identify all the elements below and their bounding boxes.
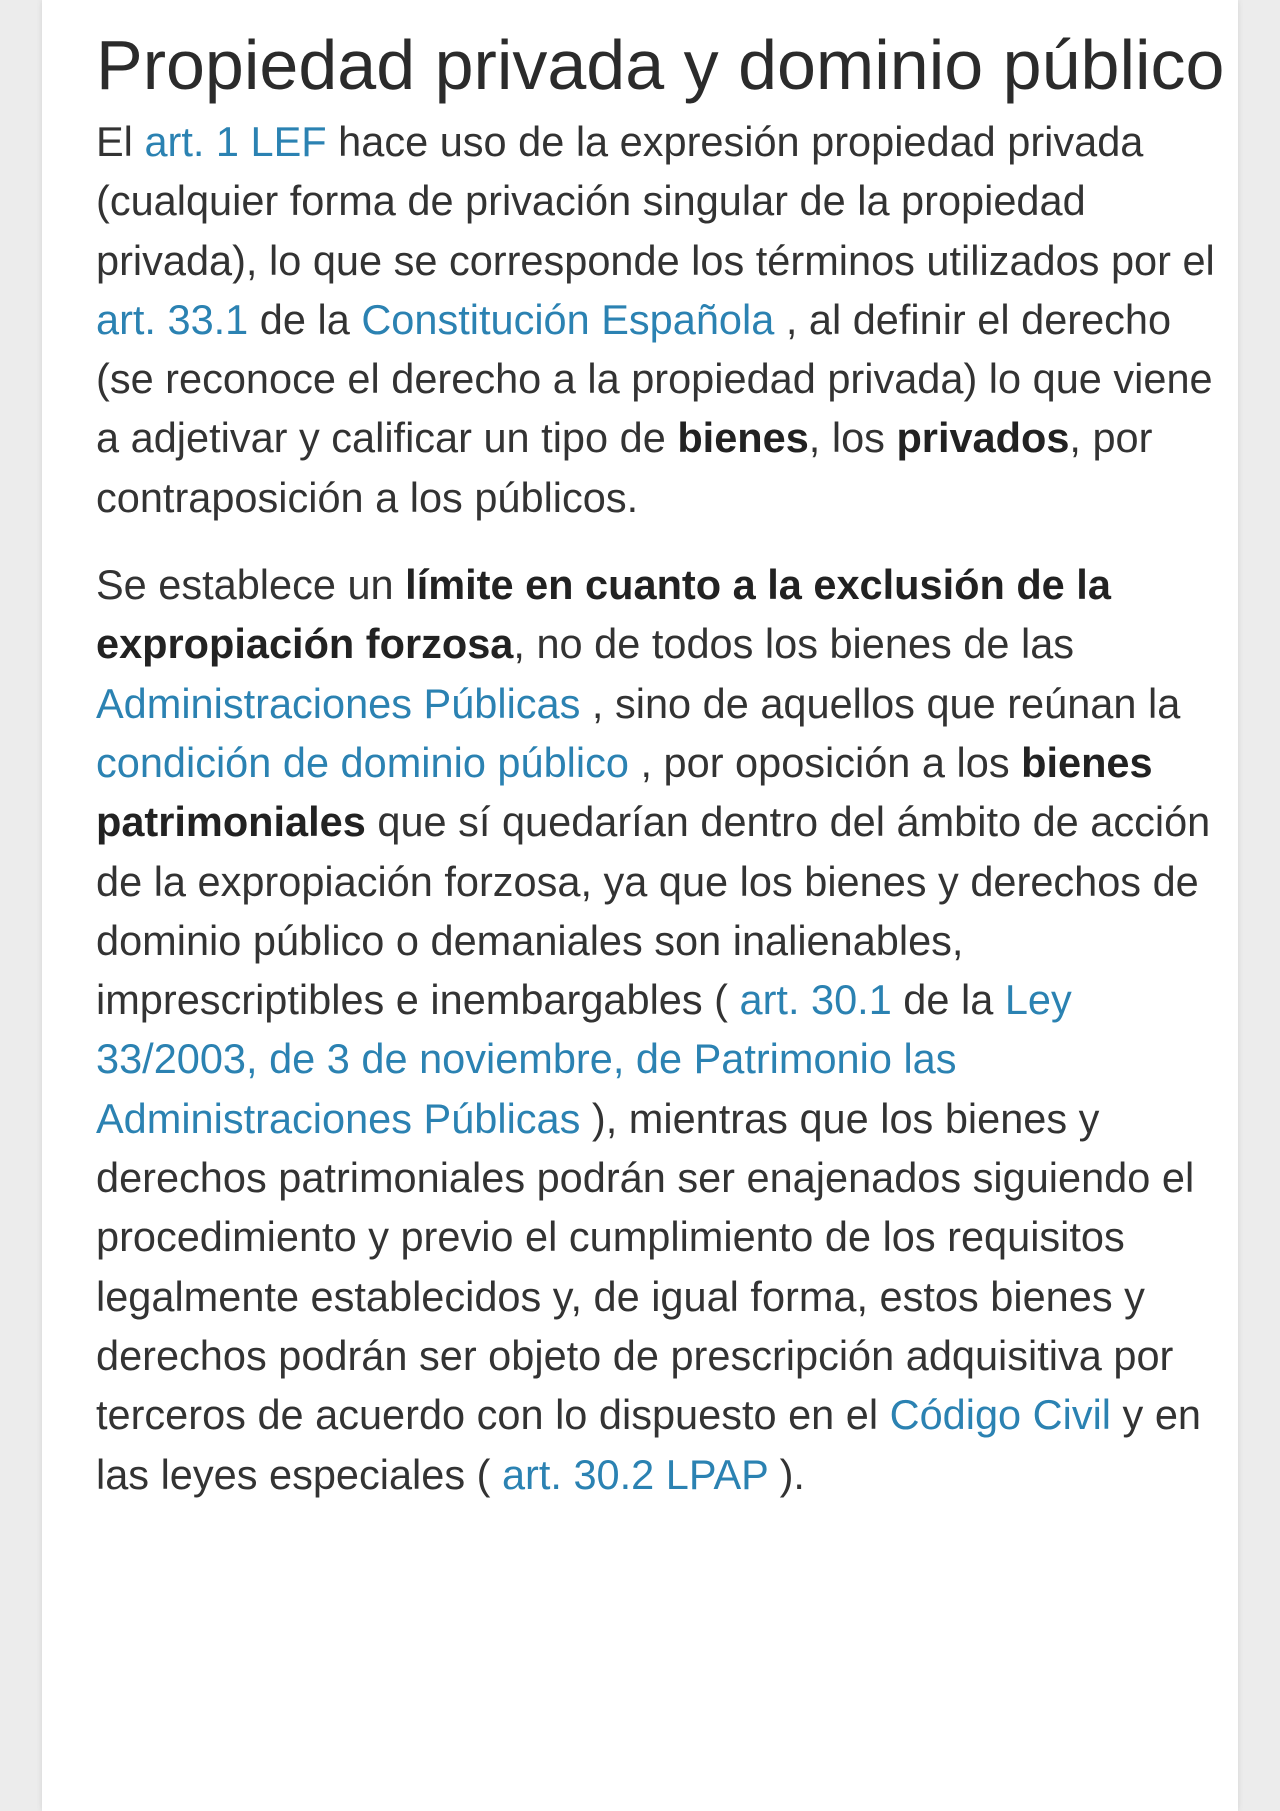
link-art-1-lef[interactable]: art. 1 LEF (144, 118, 327, 165)
text-run: ). (768, 1450, 805, 1498)
text-run: , por contraposición a los públicos. (96, 414, 1153, 521)
link-ley-33-2003[interactable]: Ley 33/2003, de 3 de noviembre, de Patrimonio las Administraciones Públicas (96, 976, 1072, 1142)
link-art-30-1[interactable]: art. 30.1 (739, 976, 892, 1024)
text-run: hace uso de la expresión propiedad privada (cualquier forma de privación singular de la propiedad privada), lo que se corresponde los términos utilizados por el (96, 118, 1215, 284)
text-run: que sí quedarían dentro del ámbito de acción de la expropiación forzosa, ya que los bienes y derechos de dominio público o demaniales son inalienables, imprescriptibles e inembargables ( (96, 798, 1211, 1024)
link-codigo-civil[interactable]: Código Civil (889, 1391, 1112, 1439)
link-art-33-1[interactable]: art. 33.1 (96, 295, 249, 343)
bold-bienes-patrimoniales: bienes patrimoniales (96, 738, 1153, 846)
text-run: El (96, 118, 145, 165)
text-run: de la (891, 976, 1005, 1024)
text-run: Se establece un (96, 561, 406, 609)
paragraph-2 (96, 555, 1236, 1504)
text-run: , sino de aquellos que reúnan la (580, 679, 1181, 727)
link-constitucion-espanola[interactable]: Constitución Española (361, 295, 775, 343)
section-title: Propiedad privada y dominio público (96, 26, 1225, 104)
text-run: ), mientras que los bienes y derechos patrimoniales podrán ser enajenados siguiendo el procedimiento y previo el cumplimiento de los requisitos legalmente establecidos y, de igual forma, estos bienes y derechos podrán ser objeto de prescripción adquisitiva por terceros de acuerdo con lo dispuesto en el (96, 1094, 1195, 1439)
text-run: , los (808, 414, 897, 462)
article-content (96, 18, 1236, 1504)
text-run: , por oposición a los (628, 738, 1022, 786)
bold-bienes: bienes (677, 414, 809, 462)
link-condicion-dominio-publico[interactable]: condición de dominio público (96, 738, 629, 786)
bold-limite-exclusion: límite en cuanto a la exclusión de la expropiación forzosa (96, 561, 1111, 668)
text-run: y en las leyes especiales ( (96, 1391, 1202, 1498)
text-run: , no de todos los bienes de las (513, 620, 1075, 668)
text-run: de la (248, 295, 362, 343)
article-card (42, 0, 1238, 1811)
paragraph-1 (96, 112, 1236, 527)
text-run: , al definir el derecho (se reconoce el derecho a la propiedad privada) lo que viene a adjetivar y calificar un tipo de (96, 295, 1213, 462)
link-administraciones-publicas[interactable]: Administraciones Públicas (96, 679, 581, 727)
bold-privados: privados (896, 414, 1070, 462)
link-art-30-2-lpap[interactable]: art. 30.2 LPAP (501, 1450, 769, 1498)
